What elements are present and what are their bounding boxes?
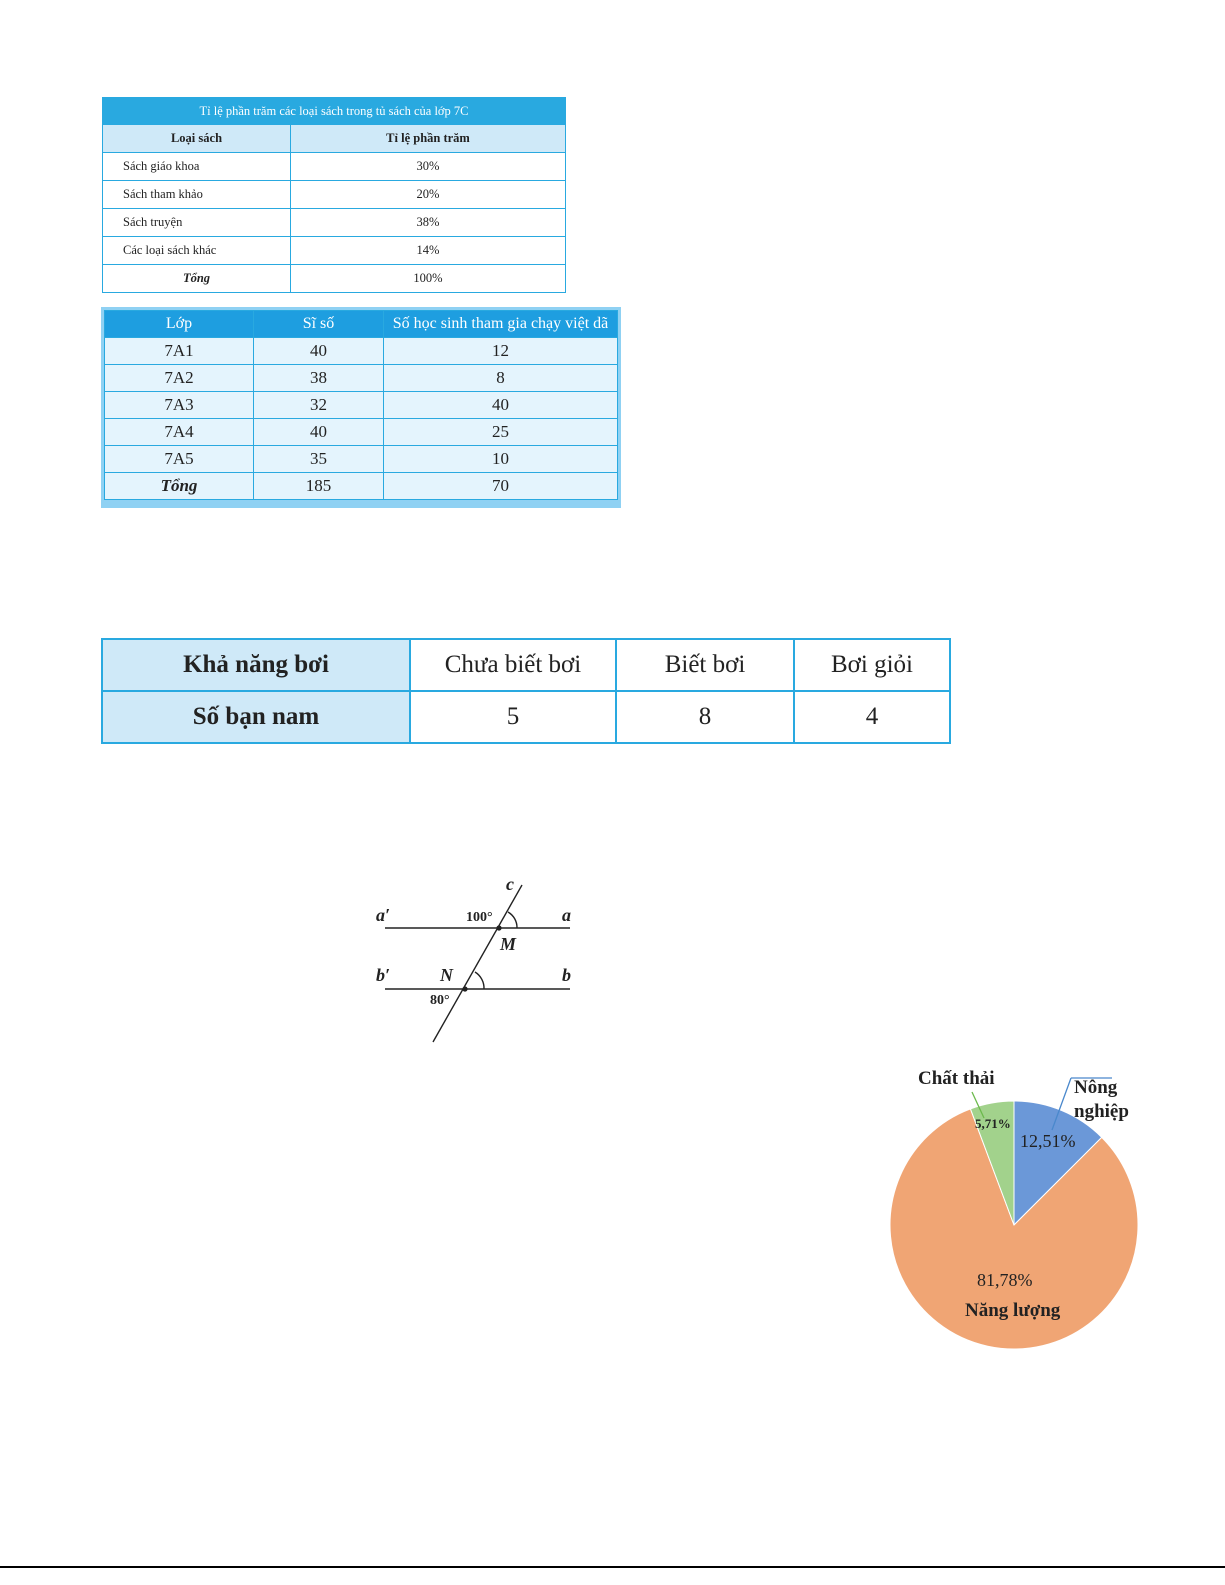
book-type-cell: Các loại sách khác: [103, 237, 291, 265]
slice-name-chat-thai: Chất thải: [918, 1068, 995, 1089]
size-cell: 35: [254, 446, 384, 473]
column-header: Tỉ lệ phần trăm: [291, 125, 566, 153]
column-header: Loại sách: [103, 125, 291, 153]
class-cell: 7A2: [105, 365, 254, 392]
book-type-cell: Sách giáo khoa: [103, 153, 291, 181]
runners-cell: 40: [384, 392, 618, 419]
total-label: Tổng: [105, 473, 254, 500]
total-value: 100%: [291, 265, 566, 293]
angle-arc-top: [508, 912, 517, 928]
column-header: Sĩ số: [254, 311, 384, 338]
slice-name-nang-luong: Năng lượng: [965, 1300, 1061, 1321]
label-a-prime: a′: [376, 905, 391, 925]
transversal-c: [433, 885, 522, 1042]
book-type-cell: Sách tham khảo: [103, 181, 291, 209]
total-label: Tổng: [103, 265, 291, 293]
class-cell: 7A1: [105, 338, 254, 365]
angle-label-top: 100°: [466, 910, 493, 925]
label-b: b: [562, 965, 571, 985]
label-m: M: [500, 934, 517, 954]
count-cell: 8: [616, 691, 794, 743]
label-n: N: [440, 965, 453, 985]
size-cell: 40: [254, 419, 384, 446]
size-cell: 32: [254, 392, 384, 419]
table-caption: Tỉ lệ phần trăm các loại sách trong tủ sách của lớp 7C: [103, 98, 566, 125]
header-cell: Bơi giỏi: [794, 639, 950, 691]
class-cell: 7A3: [105, 392, 254, 419]
count-cell: 5: [410, 691, 616, 743]
class-cell: 7A5: [105, 446, 254, 473]
slice-name-nong-nghiep: Nông nghiệp: [1074, 1077, 1129, 1122]
header-cell: Chưa biết bơi: [410, 639, 616, 691]
class-cell: 7A4: [105, 419, 254, 446]
book-type-cell: Sách truyện: [103, 209, 291, 237]
column-header: Số học sinh tham gia chạy việt dã: [384, 311, 618, 338]
column-header: Lớp: [105, 311, 254, 338]
label-b-prime: b′: [376, 965, 391, 985]
total-runners: 70: [384, 473, 618, 500]
size-cell: 38: [254, 365, 384, 392]
slice-value-nong-nghiep: 12,51%: [1020, 1131, 1076, 1151]
angle-label-bottom: 80°: [430, 993, 450, 1008]
point-n: [462, 986, 467, 991]
runners-cell: 8: [384, 365, 618, 392]
page-bottom-rule: [0, 1566, 1225, 1568]
percent-cell: 14%: [291, 237, 566, 265]
runners-cell: 25: [384, 419, 618, 446]
angle-arc-bottom: [475, 972, 484, 989]
label-c: c: [506, 874, 514, 894]
count-cell: 4: [794, 691, 950, 743]
row-header: Số bạn nam: [102, 691, 410, 743]
label-a: a: [562, 905, 571, 925]
size-cell: 40: [254, 338, 384, 365]
percent-cell: 20%: [291, 181, 566, 209]
total-size: 185: [254, 473, 384, 500]
row-header: Khả năng bơi: [102, 639, 410, 691]
percent-cell: 38%: [291, 209, 566, 237]
runners-cell: 12: [384, 338, 618, 365]
runners-cell: 10: [384, 446, 618, 473]
slice-value-nang-luong: 81,78%: [977, 1270, 1033, 1290]
point-m: [496, 925, 501, 930]
slice-value-chat-thai: 5,71%: [975, 1116, 1011, 1131]
header-cell: Biết bơi: [616, 639, 794, 691]
percent-cell: 30%: [291, 153, 566, 181]
